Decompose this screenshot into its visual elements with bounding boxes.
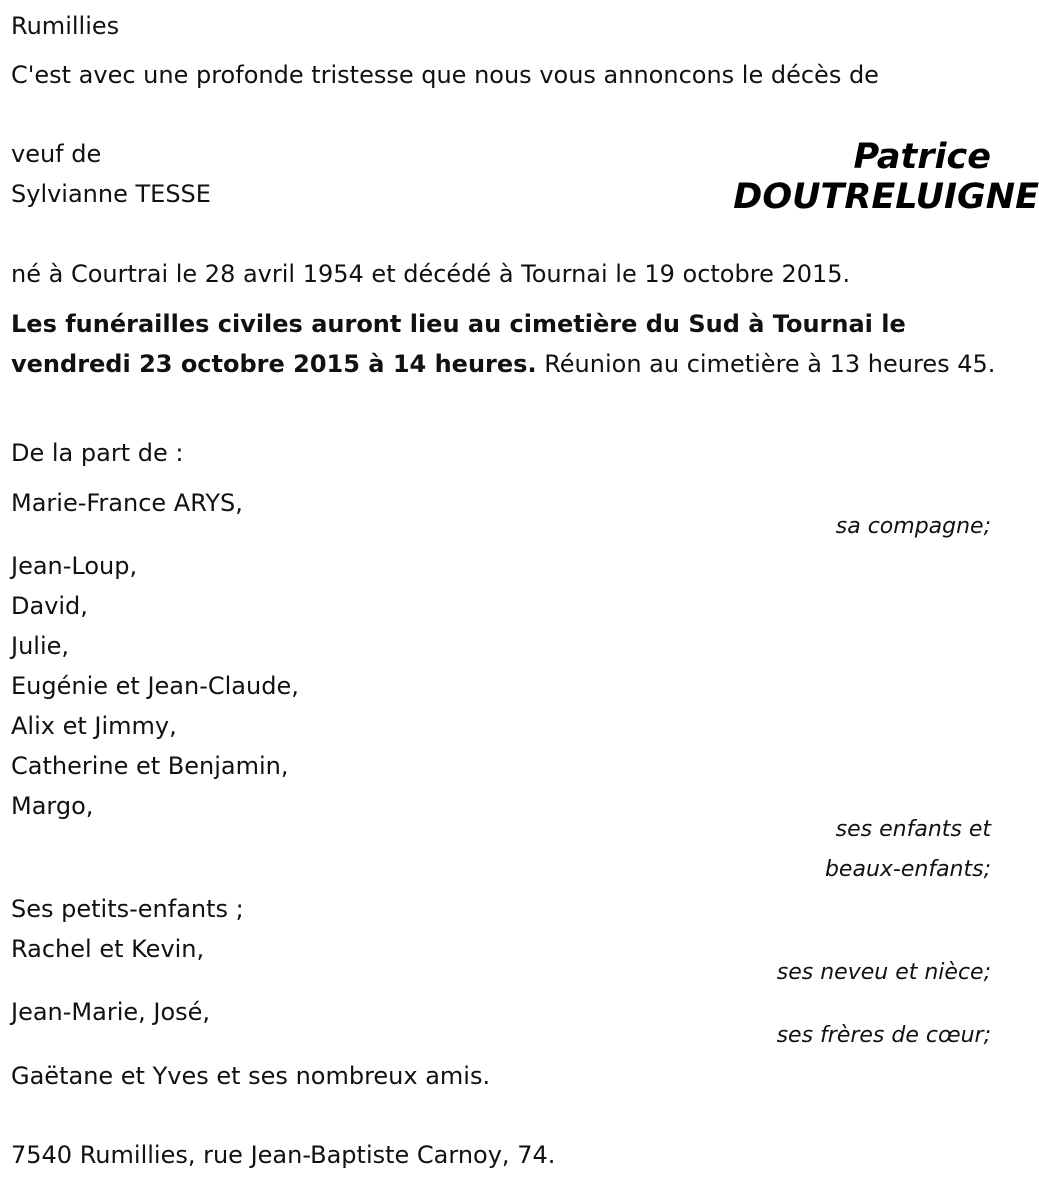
grandchildren-label: Ses petits-enfants ; [11,895,244,923]
partner-name: Marie-France ARYS, [11,489,243,517]
deceased-name [719,137,1039,217]
friends-text: Gaëtane et Yves et ses nombreux amis. [11,1062,491,1090]
from-label: De la part de : [11,439,184,467]
children-relation-line1: ses enfants et [835,817,991,842]
child-name: Julie, [11,632,70,660]
gathering-details: Réunion au cimetière à 13 heures 45. [536,350,996,378]
child-name: Catherine et Benjamin, [11,752,289,780]
child-name: David, [11,592,88,620]
child-name: Alix et Jimmy, [11,712,177,740]
intro-text: C'est avec une profonde tristesse que nous vous annoncons le décès de [11,61,879,89]
child-name: Jean-Loup, [11,552,138,580]
place-heading: Rumillies [11,12,120,40]
nephew-niece-relation: ses neveu et nièce; [776,960,991,985]
spouse-name: Sylvianne TESSE [11,180,211,208]
child-name: Margo, [11,792,94,820]
funeral-paragraph [11,304,1001,384]
heart-brothers-relation: ses frères de cœur; [776,1023,991,1048]
deceased-last-name: DOUTRELUIGNE [733,177,1039,217]
partner-relation: sa compagne; [835,514,991,539]
widower-label: veuf de [11,140,102,168]
deceased-first-name: Patrice [853,137,991,177]
address-text: 7540 Rumillies, rue Jean-Baptiste Carnoy, 74. [11,1141,556,1169]
birth-death-text: né à Courtrai le 28 avril 1954 et décédé à Tournai le 19 octobre 2015. [11,260,851,288]
child-name: Eugénie et Jean-Claude, [11,672,299,700]
funeral-details: Les funérailles civiles auront lieu au cimetière du Sud à Tournai le vendredi 23 octobre 2015 à 14 heures. [11,310,906,378]
children-relation-line2: beaux-enfants; [824,857,991,882]
nephew-niece-names: Rachel et Kevin, [11,935,205,963]
heart-brothers-names: Jean-Marie, José, [11,998,211,1026]
